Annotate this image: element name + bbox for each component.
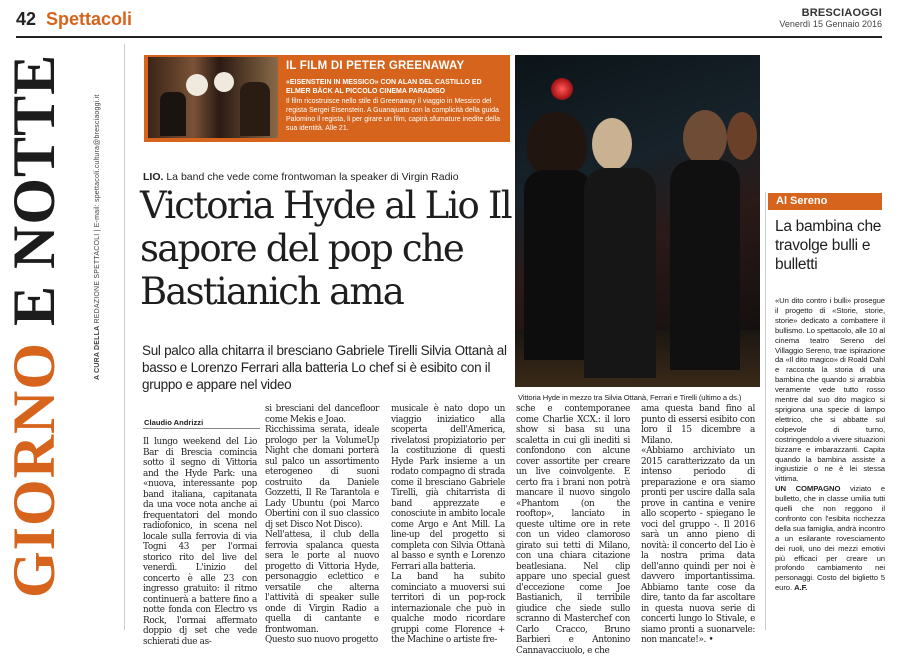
section-title: Spettacoli (46, 9, 133, 29)
credit-prefix: A CURA DELLA (94, 325, 101, 380)
publication-date: Venerdì 15 Gennaio 2016 (779, 19, 882, 29)
sidebar-body2-text: viziato e bulletto, che in classe umilia tutti quelli che non reggono il confronto con l'esibita ricchezza della sua famiglia, andrà incontro a un esilarante rovesciamento dei ruoli, uno dei mezzi emotivi più efficaci per creare un profondo cambiamento nei personaggi. Costo del biglietto 5 euro. (775, 484, 885, 593)
left-column-rule (124, 44, 125, 630)
article-kicker (143, 171, 459, 183)
vertical-label-part2: E NOTTE (1, 53, 67, 326)
article-column-2: si bresciani del dancefloor come Mekis e Joao. Ricchissima serata, ideale prologo per la VolumeUp Night che domani porterà sul palco un assortimento eterogeneo di suoni costruito da Daniele Gozzetti, Il Re Tarantola e Lady Ubuntu (poi Marco Obertini con il suo classico dj set Disco Not Disco). Nell'attesa, il club della ferrovia spalanca questa sera le porte al nuovo progetto di Vittoria Hyde, personaggio eclettico e versatile che alterna l'attività di speaker sulle onde di Virgin Radio a quella di cantante e frontwoman. Questo suo nuovo progetto (265, 404, 379, 645)
article-kicker-text: La band che vede come frontwoman la speaker di Virgin Radio (166, 171, 459, 183)
article-column-3: musicale è nato dopo un viaggio iniziatico alla scoperta dell'America, rivelatosi propiziatorio per la costituzione di questi Hyde Park insieme a un rodato compagno di strada come il bresciano Gabriele Tirelli, già chitarrista di band apprezzate e conosciute in ambito locale come Argo e Ant Mill. La line-up del progetto si completa con Silvia Ottanà al basso e synth e Lorenzo Ferrari alla batteria. La band ha subito cominciato a muoversi sui territori di un pop-rock internazionale che può in qualche modo ricordare gruppi come Florence + the Machine o artiste fre- (391, 404, 505, 645)
article-column-1: Il lungo weekend del Lio Bar di Brescia comincia sotto il segno di Vittoria and the Hyde Park: una «nuova, interessante pop band italiana, capitanata da una voce nota anche ai frequentatori del mondo radiofonico, in scena nel locale sulla ferrovia di via Togni 43 per l'ormai storico rito del live del venerdì. L'inizio del concerto è alle 23 con ingresso gratuito: il ritmo continuerà a battere fino a notte fonda con Electro vs Rock, l'ormai affermato doppio dj set che vede schierati due as- (143, 437, 257, 647)
header-rule (16, 36, 882, 38)
film-still-skull (186, 74, 208, 96)
article-column-4: sche e contemporanee come Charlie XCX.: il loro show si basa su una scaletta in cui gli inediti si confondono con alcune cover assortite per creare un live coinvolgente. E certo fra i brani non potrà mancare il nuovo singolo «Phantom (on the rooftop», lanciato in queste ultime ore in rete con un video clamoroso girato sui tetti di Milano, con una chiara citazione beatlesiana. Nel clip appare uno special guest d'eccezione come Joe Bastianich, il terribile giudice che siede sullo scranno di Masterchef con Carlo Cracco, Bruno Barbieri e Antonino Cannavacciuolo, e che (516, 404, 630, 656)
photo-person-head (683, 110, 727, 166)
sidebar-rule (765, 192, 766, 630)
article-byline: Claudio Andrizzi (144, 418, 204, 427)
film-still-figure (240, 82, 270, 136)
photo-person-body (670, 160, 740, 370)
banner-kicker: IL FILM DI PETER GREENAWAY (286, 60, 465, 72)
film-still-skull (214, 72, 234, 92)
photo-person-body (584, 168, 656, 378)
article-column-5: ama questa band fino al punto di essersi esibito con loro il 15 dicembre a Milano. «Abbiamo archiviato un 2015 caratterizzato da un intenso periodo di preparazione e ora siamo pronti per uscire dalla sala prove in cantina e venire allo scoperto - spiegano le voci del gruppo -. Il 2016 sarà un anno pieno di novità: il concerto del Lio è la nostra prima data dell'anno quindi per noi è davvero importantissima. Abbiamo tante cose da dire, tanto da far ascoltare in questa nuova serie di concerti lungo lo Stivale, e siamo pronti a suonarvele: non mancate!». • (641, 404, 755, 645)
banner-body: Il film ricostruisce nello stile di Greenaway il viaggio in Messico del regista Sergei Eisenstein. A Guanajuato con la complicità della guida Palomino il regista, li per girare un film, capirà sfumature inedite della sua identità. Alle 21. (286, 98, 500, 132)
photo-person-head (727, 112, 757, 160)
film-still-figure (160, 92, 186, 136)
byline-rule (143, 428, 260, 429)
sidebar-body (775, 296, 885, 593)
article-summary: Sul palco alla chitarra il bresciano Gabriele Tirelli Silvia Ottanà al basso e Lorenzo Ferrari alla batteria Lo chef si è esibito con il gruppo e appare nel video (142, 343, 507, 392)
vertical-label-part1: GIORNO (1, 341, 67, 598)
photo-person-body (524, 170, 592, 360)
sidebar-body2-lead: UN COMPAGNO (775, 484, 841, 494)
photo-person-head (527, 112, 587, 176)
page-number: 42 (16, 9, 37, 29)
sidebar-signature: A.F. (794, 583, 808, 593)
article-headline: Victoria Hyde al Lio Il sapore del pop che Bastianich ama (140, 184, 511, 313)
vertical-credit (94, 95, 101, 381)
sidebar-tag: Al Sereno (776, 195, 828, 207)
article-kicker-bold: LIO. (143, 171, 164, 183)
banner-subtitle: «EISENSTEIN IN MESSICO» CON ALAN DEL CASTILLO ED ELMER BÄCK AL PICCOLO CINEMA PARADISO (286, 79, 482, 95)
photo-person-head (592, 118, 632, 170)
photo-caption: Vittoria Hyde in mezzo tra Silvia Ottanà, Ferrari e Tirelli (ultimo a ds.) (518, 393, 742, 402)
sidebar-body-text: «Un dito contro i bulli» prosegue il progetto di «Storie, storie, storie» dedicato a combattere il bullismo. Lo spettacolo, alle 10 al cinema teatro Sereno del Villaggio Sereno, trae ispirazione da «Il dito magico» di Roald Dahl e racconta la storia di una bambina che quando si arrabbia veramente vede tutto rosso mentre dal suo dito magico si sprigiona una specie di lampo elettrico, che si abbatte sul colpevole di turno, costringendolo a vivere situazioni bizzarre e imbarazzanti. Capita quando la bambina assiste a ingiustizie o ne è lei stessa vittima. (775, 296, 885, 484)
credit-text: REDAZIONE SPETTACOLI | E-mail: spettacoli.cultura@bresciaoggi.it (94, 94, 101, 324)
publication-name: BRESCIAOGGI (801, 7, 882, 19)
photo-red-lamp (551, 78, 573, 100)
sidebar-title: La bambina che travolge bulli e bulletti (775, 218, 882, 273)
vertical-section-label (1, 53, 67, 598)
